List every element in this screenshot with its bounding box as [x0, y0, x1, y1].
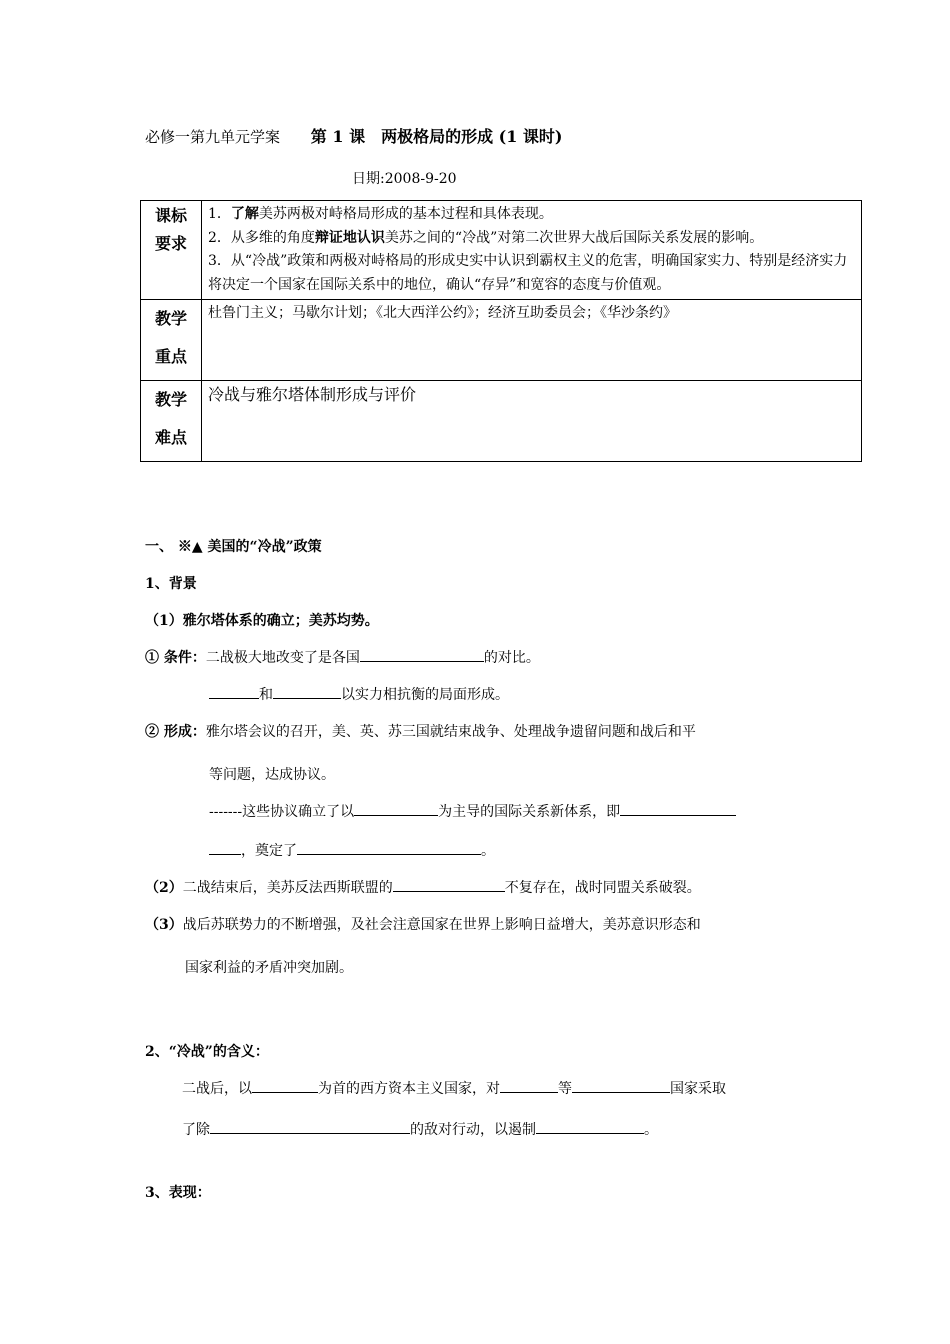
- blank-field: [572, 1079, 670, 1093]
- date-line: 日期:2008-9-20: [352, 171, 457, 187]
- point-2-line: （2）二战结束后，美苏反法西斯联盟的 不复存在，战时同盟关系破裂。: [145, 880, 701, 896]
- point-3-line: （3）战后苏联势力的不断增强，及社会注意国家在世界上影响日益增大，美苏意识形态和: [145, 917, 701, 933]
- standard-item-1: 1．了解美苏两极对峙格局形成的基本过程和具体表现。: [208, 206, 553, 222]
- standard-body: [202, 201, 862, 300]
- key-points-head: 教学 重点: [141, 300, 202, 381]
- lesson-title: 第 1 课 两极格局的形成 (1 课时): [310, 127, 563, 146]
- difficulties-row: [141, 381, 862, 462]
- section-3-title: 3、表现：: [145, 1185, 211, 1201]
- blank-field: [500, 1079, 558, 1093]
- standard-item-3: 3．从“冷战”政策和两极对峙格局的形成史实中认识到霸权主义的危害，明确国家实力、特别是经济实力将决定一个国家在国际关系中的地位，确认“存异”和宽容的态度与价值观。: [208, 253, 848, 293]
- formation-line-3: -------这些协议确立了以 为主导的国际关系新体系，即: [209, 801, 736, 821]
- info-table: [140, 200, 862, 462]
- blank-field: [620, 802, 736, 816]
- meaning-line-1: 二战后，以 为首的西方资本主义国家，对 等 国家采取: [182, 1081, 726, 1097]
- standard-head: 课标 要求: [141, 201, 202, 300]
- standard-row: [141, 201, 862, 300]
- condition-line: ① 条件：二战极大地改变了是各国 的对比。: [145, 650, 540, 666]
- section-2-title: 2、“冷战”的含义：: [145, 1044, 269, 1060]
- key-points-row: [141, 300, 862, 381]
- formation-line-2: 等问题，达成协议。: [209, 767, 335, 783]
- standard-item-2: 2．从多维的角度辩证地认识美苏之间的“冷战”对第二次世界大战后国际关系发展的影响。: [208, 229, 764, 246]
- blank-field: [209, 685, 259, 699]
- meaning-line-2: 了除 的敌对行动，以遏制 。: [182, 1122, 658, 1138]
- key-points-text: 杜鲁门主义；马歇尔计划；《北大西洋公约》；经济互助委员会；《华沙条约》: [202, 300, 862, 381]
- blank-field: [393, 878, 505, 892]
- blank-field: [273, 685, 341, 699]
- blank-field: [536, 1120, 644, 1134]
- difficulties-text: 冷战与雅尔塔体制形成与评价: [202, 381, 862, 462]
- header-subtitle: 必修一第九单元学案: [145, 128, 281, 146]
- blank-field: [209, 841, 241, 855]
- section-1-1-title: 1、背景: [145, 576, 197, 592]
- section-1-1-1-title: （1）雅尔塔体系的确立；美苏均势。: [145, 613, 379, 629]
- point-3-line-2: 国家利益的矛盾冲突加剧。: [185, 960, 353, 976]
- blank-field: [210, 1120, 410, 1134]
- blank-field: [360, 648, 484, 662]
- formation-line: ② 形成：雅尔塔会议的召开，美、英、苏三国就结束战争、处理战争遗留问题和战后和平: [145, 724, 696, 740]
- formation-line-4: ，奠定了 。: [209, 840, 495, 860]
- difficulties-head: 教学 难点: [141, 381, 202, 462]
- blank-field: [252, 1079, 318, 1093]
- section-1-title: 一、 ※▲ 美国的“冷战”政策: [145, 539, 322, 555]
- blank-field: [354, 802, 438, 816]
- page-header: [145, 124, 563, 147]
- condition-line-2: 和 以实力相抗衡的局面形成。: [209, 684, 509, 704]
- blank-field: [297, 841, 481, 855]
